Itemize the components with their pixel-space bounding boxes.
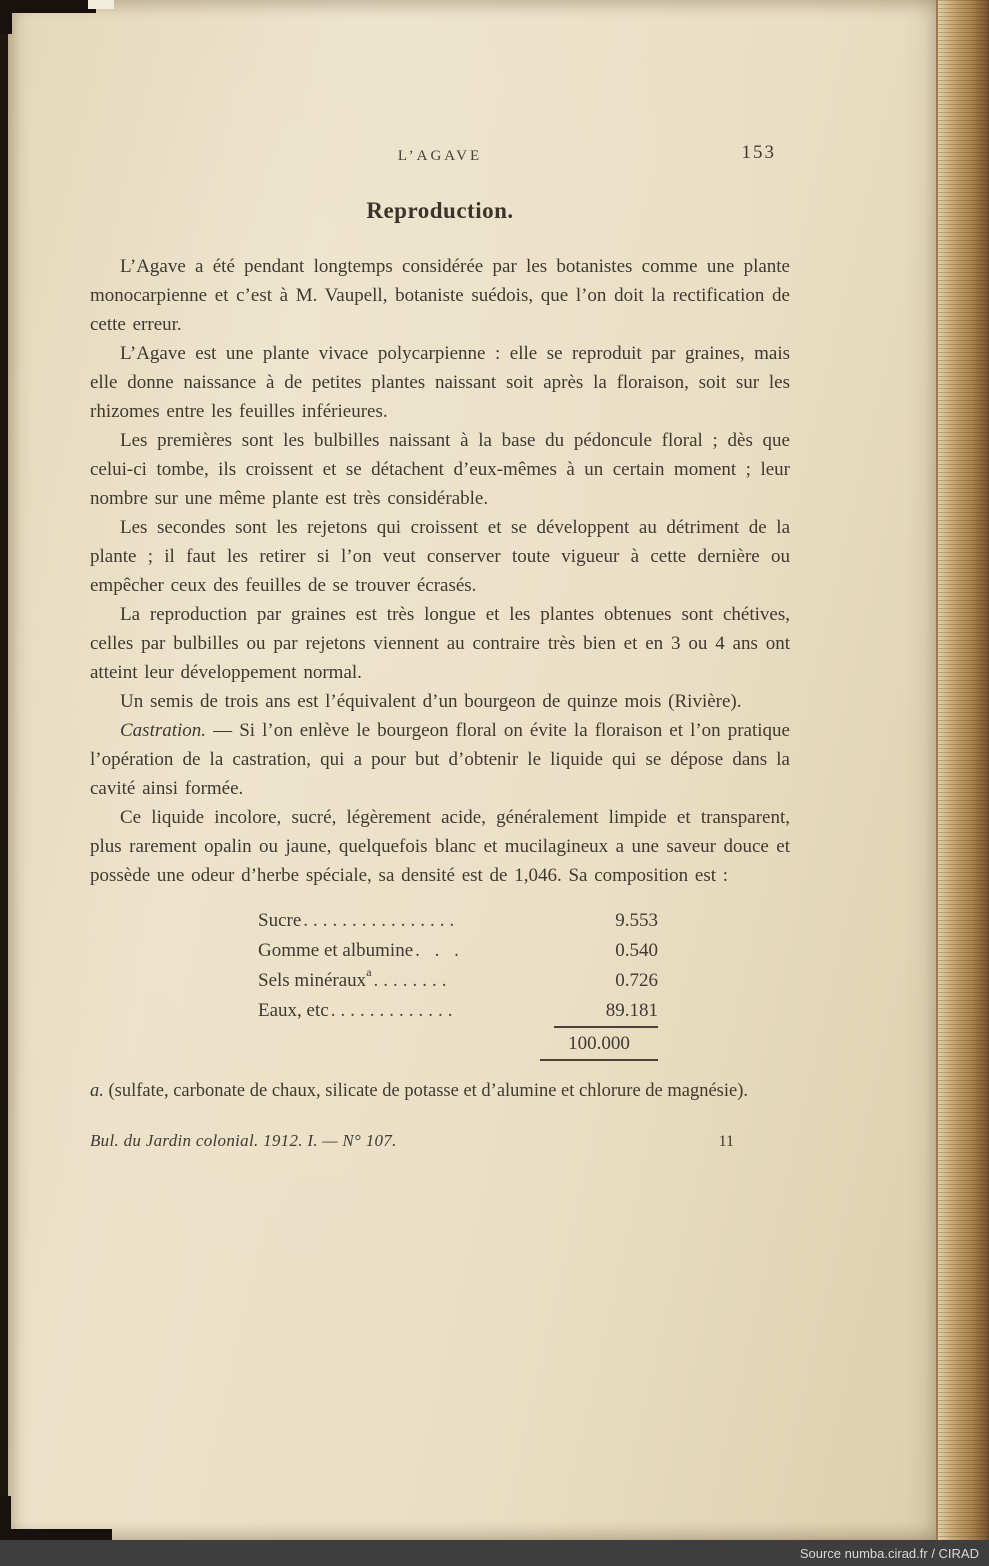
paragraph: L’Agave est une plante vivace polycarpienne : elle se reproduit par graines, mais elle donne naissance à de petites plantes naissant soit après la floraison, soit sur les rhizomes entre les feuilles inférieures. [90, 343, 790, 422]
castration-lead: Castration. [120, 720, 207, 741]
section-title: Reproduction. [366, 198, 514, 223]
footnote-text: (sulfate, carbonate de chaux, silicate de potasse et d’alumine et chlorure de magnésie). [103, 1081, 749, 1101]
table-row [258, 996, 658, 1028]
book-page-edge [936, 0, 989, 1540]
row-value: 0.726 [615, 970, 658, 991]
binding-corner-bottom-left [0, 1496, 11, 1540]
row-label: Sucre [258, 910, 302, 931]
page-number: 153 [741, 142, 776, 163]
row-value: 9.553 [615, 910, 658, 931]
signature-number: 11 [718, 1133, 734, 1150]
table-total-row [258, 1028, 658, 1061]
paragraph: Les secondes sont les rejetons qui croissent et se développent au détriment de la plante ; il faut les retirer si l’on veut conserver toute vigueur à cette dernière ou empêcher ceux des feuilles de se trouver écrasés. [90, 517, 790, 596]
dot-leader: ............. [330, 1000, 458, 1021]
row-superscript: a [366, 965, 372, 979]
paragraph: Un semis de trois ans est l’équivalent d’un bourgeon de quinze mois (Rivière). [120, 691, 742, 712]
table-row [258, 906, 658, 936]
running-title: L’AGAVE [397, 148, 483, 164]
table-row [258, 966, 658, 996]
source-attribution: Source numba.cirad.fr / CIRAD [799, 1545, 979, 1561]
binding-corner-top-left [0, 0, 96, 13]
footnote [90, 1077, 790, 1106]
paragraph: Les premières sont les bulbilles naissant à la base du pédoncule floral ; dès que celui-ci tombe, ils croissent et se détachent d’eux-mêmes à un certain moment ; leur nombre sur une même plante est très considérable. [90, 430, 790, 509]
page-content [90, 140, 790, 1156]
row-value: 0.540 [615, 940, 658, 961]
table-row [258, 936, 658, 966]
castration-paragraph [90, 716, 790, 803]
page-footer [90, 1126, 790, 1156]
row-value: 89.181 [554, 996, 658, 1028]
paragraph: L’Agave a été pendant longtemps considérée par les botanistes comme une plante monocarpienne et c’est à M. Vaupell, botaniste suédois, que l’on doit la rectification de cette erreur. [90, 256, 790, 335]
row-label: Sels minéraux [258, 970, 367, 991]
binding-corner-bottom-left [0, 1529, 112, 1540]
liquid-paragraph: Ce liquide incolore, sucré, légèrement acide, généralement limpide et transparent, plus rarement opalin ou jaune, quelquefois blanc et mucilagineux a une saveur douce et possède une odeur d’herbe spéciale, sa densité est de 1,046. Sa composition est : [90, 807, 790, 886]
row-label: Gomme et albumine [258, 940, 414, 961]
paragraph: La reproduction par graines est très longue et les plantes obtenues sont chétives, celles par bulbilles ou par rejetons viennent au contraire très bien et en 3 ou 4 ans ont atteint leur développement normal. [90, 604, 790, 683]
footnote-marker: a. [90, 1081, 104, 1101]
running-head [90, 140, 790, 166]
dot-leader: ................ [303, 910, 460, 931]
binding-corner-top-left [0, 0, 12, 34]
dot-leader: . . . [415, 940, 464, 961]
dot-leader: ........ [373, 970, 452, 991]
source-bar [0, 1540, 989, 1566]
page-sliver [88, 0, 114, 9]
composition-table [258, 906, 658, 1061]
castration-text: — Si l’on enlève le bourgeon floral on évite la floraison et l’on pratique l’opération de la castration, qui a pour but d’obtenir le liquide qui se dépose dans la cavité ainsi formée. [90, 720, 790, 799]
table-total: 100.000 [540, 1028, 658, 1061]
journal-reference: Bul. du Jardin colonial. 1912. I. — N° 107. [90, 1131, 397, 1150]
book-page [8, 0, 936, 1540]
row-label: Eaux, etc [258, 1000, 329, 1021]
